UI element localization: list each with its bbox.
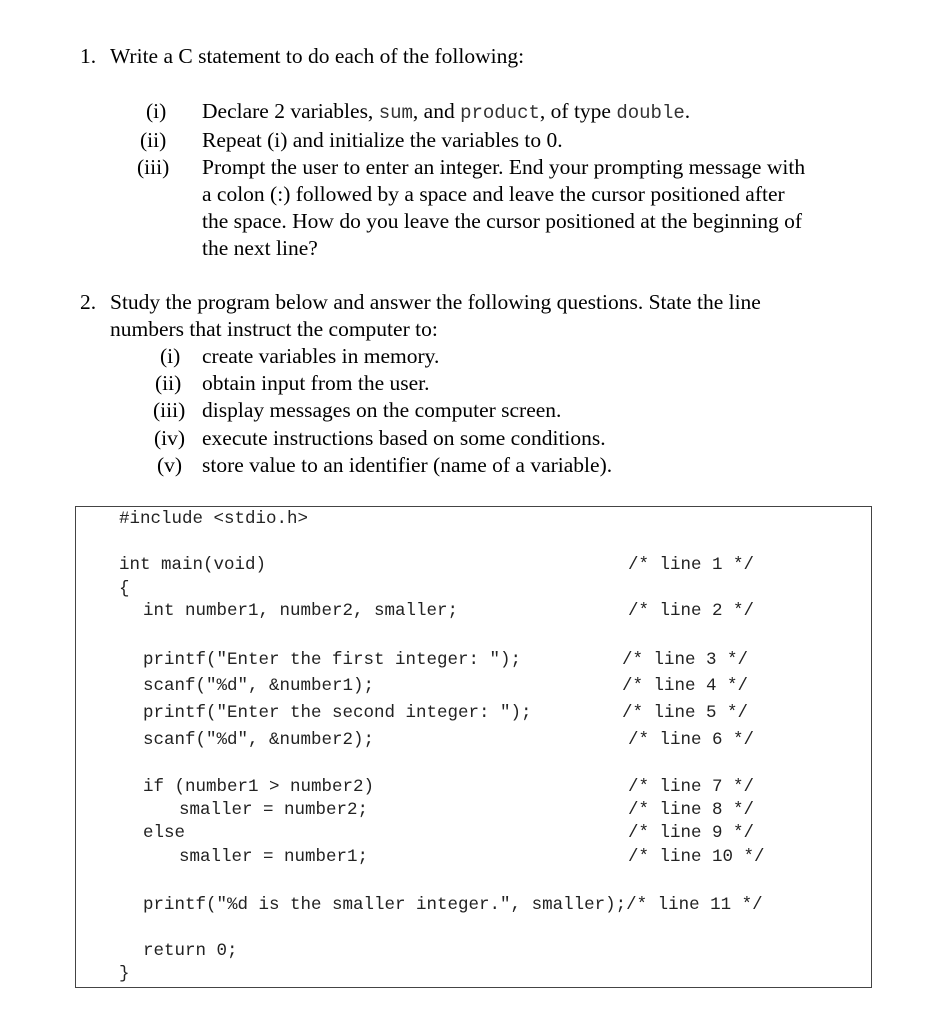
q2-item-i-label: (i) (160, 344, 181, 368)
q2-item-ii-label: (ii) (155, 371, 182, 395)
q2-item-v-label: (v) (157, 453, 183, 477)
code-declaration: int number1, number2, smaller; (143, 601, 459, 621)
comment-line-3: /* line 3 */ (622, 650, 749, 670)
code-else: else (143, 823, 186, 843)
question-2-number: 2. (80, 290, 97, 314)
q2-item-iii-label: (iii) (153, 398, 186, 422)
q2-item-iv-label: (iv) (154, 426, 186, 450)
question-1-text: Write a C statement to do each of the following: (110, 44, 525, 68)
q1-code-product: product (460, 102, 540, 124)
code-printf-first: printf("Enter the first integer: "); (143, 650, 522, 670)
code-open-brace: { (119, 579, 130, 599)
code-printf-result: printf("%d is the smaller integer.", smaller);/* line 11 */ (143, 895, 763, 915)
code-printf-second: printf("Enter the second integer: "); (143, 703, 532, 723)
q1-item-iii-line1: Prompt the user to enter an integer. End your prompting message with (202, 155, 806, 179)
code-main: int main(void) (119, 555, 267, 575)
q1-item-iii-line3: the space. How do you leave the cursor positioned at the beginning of (202, 209, 803, 233)
code-if: if (number1 > number2) (143, 777, 375, 797)
code-close-brace: } (119, 964, 130, 984)
comment-line-9: /* line 9 */ (628, 823, 755, 843)
code-assign-number2: smaller = number2; (179, 800, 369, 820)
q1-code-sum: sum (378, 102, 413, 124)
question-2-line1: Study the program below and answer the following questions. State the line (110, 290, 761, 314)
q1-item-i-part3: , of type (539, 99, 617, 123)
code-return: return 0; (143, 941, 238, 961)
q2-item-iii-text: display messages on the computer screen. (202, 398, 562, 422)
comment-line-5: /* line 5 */ (622, 703, 749, 723)
q1-item-i-part4: . (684, 99, 691, 123)
q2-item-iv-text: execute instructions based on some conditions. (202, 426, 606, 450)
code-assign-number1: smaller = number1; (179, 847, 369, 867)
q2-item-i-text: create variables in memory. (202, 344, 440, 368)
q1-item-i-text (202, 101, 690, 123)
q1-item-ii-text: Repeat (i) and initialize the variables to 0. (202, 128, 563, 152)
comment-line-10: /* line 10 */ (628, 847, 765, 867)
question-1-number: 1. (80, 44, 97, 68)
comment-line-4: /* line 4 */ (622, 676, 749, 696)
q1-item-ii-label: (ii) (140, 128, 167, 152)
comment-line-6: /* line 6 */ (628, 730, 755, 750)
q2-item-v-text: store value to an identifier (name of a variable). (202, 453, 613, 477)
comment-line-7: /* line 7 */ (628, 777, 755, 797)
q1-item-i-label: (i) (146, 99, 167, 123)
comment-line-2: /* line 2 */ (628, 601, 755, 621)
comment-line-1: /* line 1 */ (628, 555, 755, 575)
q1-item-iii-label: (iii) (137, 155, 170, 179)
q1-item-iii-line4: the next line? (202, 236, 318, 260)
q2-item-ii-text: obtain input from the user. (202, 371, 430, 395)
q1-code-double: double (616, 102, 685, 124)
q1-item-i-part2: , and (412, 99, 461, 123)
question-2-line2: numbers that instruct the computer to: (110, 317, 438, 341)
comment-line-8: /* line 8 */ (628, 800, 755, 820)
code-scanf-first: scanf("%d", &number1); (143, 676, 375, 696)
q1-item-i-part1: Declare 2 variables, (202, 99, 379, 123)
code-scanf-second: scanf("%d", &number2); (143, 730, 375, 750)
q1-item-iii-line2: a colon (:) followed by a space and leave the cursor positioned after (202, 182, 785, 206)
code-include: #include <stdio.h> (119, 509, 309, 529)
